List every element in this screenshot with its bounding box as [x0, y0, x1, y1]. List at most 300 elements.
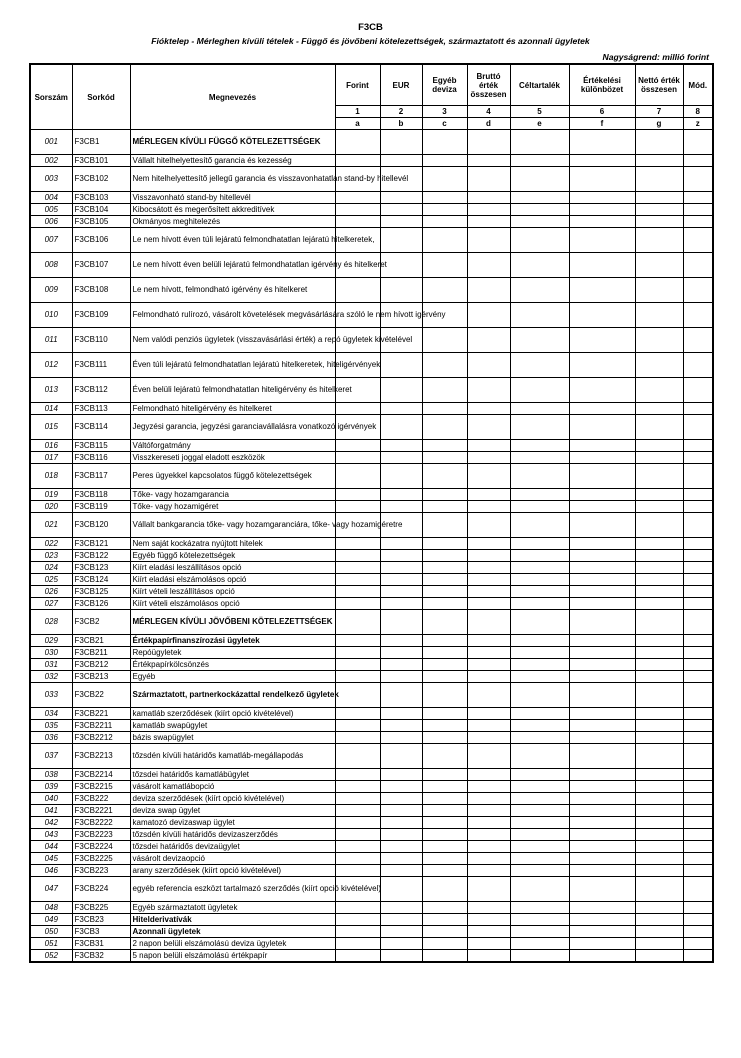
- value-cell[interactable]: [467, 586, 510, 598]
- value-cell[interactable]: [510, 769, 569, 781]
- value-cell[interactable]: [635, 829, 683, 841]
- value-cell[interactable]: [335, 865, 380, 877]
- value-cell[interactable]: [422, 769, 467, 781]
- value-cell[interactable]: [422, 464, 467, 489]
- value-cell[interactable]: [569, 793, 635, 805]
- value-cell[interactable]: [422, 440, 467, 452]
- value-cell[interactable]: [635, 732, 683, 744]
- value-cell[interactable]: [683, 902, 713, 914]
- value-cell[interactable]: [635, 769, 683, 781]
- value-cell[interactable]: [569, 167, 635, 192]
- value-cell[interactable]: [635, 817, 683, 829]
- value-cell[interactable]: [467, 501, 510, 513]
- value-cell[interactable]: [510, 216, 569, 228]
- value-cell[interactable]: [510, 489, 569, 501]
- value-cell[interactable]: [422, 278, 467, 303]
- value-cell[interactable]: [467, 732, 510, 744]
- value-cell[interactable]: [510, 586, 569, 598]
- value-cell[interactable]: [335, 732, 380, 744]
- value-cell[interactable]: [569, 378, 635, 403]
- value-cell[interactable]: [467, 708, 510, 720]
- value-cell[interactable]: [422, 130, 467, 155]
- value-cell[interactable]: [335, 769, 380, 781]
- value-cell[interactable]: [683, 732, 713, 744]
- value-cell[interactable]: [510, 659, 569, 671]
- value-cell[interactable]: [422, 805, 467, 817]
- value-cell[interactable]: [635, 865, 683, 877]
- value-cell[interactable]: [380, 155, 422, 167]
- value-cell[interactable]: [683, 440, 713, 452]
- value-cell[interactable]: [335, 902, 380, 914]
- value-cell[interactable]: [635, 781, 683, 793]
- value-cell[interactable]: [683, 204, 713, 216]
- value-cell[interactable]: [635, 562, 683, 574]
- value-cell[interactable]: [510, 415, 569, 440]
- value-cell[interactable]: [569, 817, 635, 829]
- value-cell[interactable]: [335, 130, 380, 155]
- value-cell[interactable]: [683, 513, 713, 538]
- value-cell[interactable]: [510, 865, 569, 877]
- value-cell[interactable]: [569, 278, 635, 303]
- value-cell[interactable]: [569, 253, 635, 278]
- value-cell[interactable]: [380, 769, 422, 781]
- value-cell[interactable]: [510, 328, 569, 353]
- value-cell[interactable]: [335, 671, 380, 683]
- value-cell[interactable]: [510, 598, 569, 610]
- value-cell[interactable]: [635, 415, 683, 440]
- value-cell[interactable]: [422, 586, 467, 598]
- value-cell[interactable]: [422, 538, 467, 550]
- value-cell[interactable]: [683, 829, 713, 841]
- value-cell[interactable]: [380, 403, 422, 415]
- value-cell[interactable]: [635, 938, 683, 950]
- value-cell[interactable]: [467, 378, 510, 403]
- value-cell[interactable]: [467, 513, 510, 538]
- value-cell[interactable]: [380, 353, 422, 378]
- value-cell[interactable]: [380, 192, 422, 204]
- value-cell[interactable]: [422, 253, 467, 278]
- value-cell[interactable]: [569, 155, 635, 167]
- value-cell[interactable]: [569, 683, 635, 708]
- value-cell[interactable]: [467, 167, 510, 192]
- value-cell[interactable]: [380, 489, 422, 501]
- value-cell[interactable]: [635, 659, 683, 671]
- value-cell[interactable]: [510, 464, 569, 489]
- value-cell[interactable]: [380, 805, 422, 817]
- value-cell[interactable]: [635, 926, 683, 938]
- value-cell[interactable]: [635, 278, 683, 303]
- value-cell[interactable]: [683, 926, 713, 938]
- value-cell[interactable]: [422, 216, 467, 228]
- value-cell[interactable]: [510, 538, 569, 550]
- value-cell[interactable]: [510, 805, 569, 817]
- value-cell[interactable]: [569, 130, 635, 155]
- value-cell[interactable]: [467, 538, 510, 550]
- value-cell[interactable]: [635, 647, 683, 659]
- value-cell[interactable]: [422, 926, 467, 938]
- value-cell[interactable]: [569, 464, 635, 489]
- value-cell[interactable]: [635, 671, 683, 683]
- value-cell[interactable]: [335, 155, 380, 167]
- value-cell[interactable]: [380, 574, 422, 586]
- value-cell[interactable]: [510, 938, 569, 950]
- value-cell[interactable]: [467, 403, 510, 415]
- value-cell[interactable]: [335, 853, 380, 865]
- value-cell[interactable]: [635, 513, 683, 538]
- value-cell[interactable]: [467, 853, 510, 865]
- value-cell[interactable]: [635, 378, 683, 403]
- value-cell[interactable]: [510, 829, 569, 841]
- value-cell[interactable]: [635, 303, 683, 328]
- value-cell[interactable]: [569, 353, 635, 378]
- value-cell[interactable]: [335, 204, 380, 216]
- value-cell[interactable]: [569, 829, 635, 841]
- value-cell[interactable]: [635, 452, 683, 464]
- value-cell[interactable]: [635, 550, 683, 562]
- value-cell[interactable]: [380, 744, 422, 769]
- value-cell[interactable]: [683, 574, 713, 586]
- value-cell[interactable]: [510, 793, 569, 805]
- value-cell[interactable]: [467, 829, 510, 841]
- value-cell[interactable]: [635, 440, 683, 452]
- value-cell[interactable]: [510, 720, 569, 732]
- value-cell[interactable]: [683, 877, 713, 902]
- value-cell[interactable]: [380, 610, 422, 635]
- value-cell[interactable]: [635, 744, 683, 769]
- value-cell[interactable]: [380, 841, 422, 853]
- value-cell[interactable]: [510, 744, 569, 769]
- value-cell[interactable]: [683, 586, 713, 598]
- value-cell[interactable]: [635, 610, 683, 635]
- value-cell[interactable]: [467, 353, 510, 378]
- value-cell[interactable]: [569, 635, 635, 647]
- value-cell[interactable]: [380, 562, 422, 574]
- value-cell[interactable]: [683, 452, 713, 464]
- value-cell[interactable]: [422, 950, 467, 963]
- value-cell[interactable]: [380, 671, 422, 683]
- value-cell[interactable]: [467, 598, 510, 610]
- value-cell[interactable]: [380, 452, 422, 464]
- value-cell[interactable]: [422, 610, 467, 635]
- value-cell[interactable]: [510, 550, 569, 562]
- value-cell[interactable]: [380, 902, 422, 914]
- value-cell[interactable]: [335, 683, 380, 708]
- value-cell[interactable]: [569, 204, 635, 216]
- value-cell[interactable]: [683, 720, 713, 732]
- value-cell[interactable]: [683, 671, 713, 683]
- value-cell[interactable]: [510, 853, 569, 865]
- value-cell[interactable]: [422, 562, 467, 574]
- value-cell[interactable]: [467, 452, 510, 464]
- value-cell[interactable]: [635, 793, 683, 805]
- value-cell[interactable]: [422, 708, 467, 720]
- value-cell[interactable]: [635, 228, 683, 253]
- value-cell[interactable]: [422, 720, 467, 732]
- value-cell[interactable]: [422, 378, 467, 403]
- value-cell[interactable]: [380, 501, 422, 513]
- value-cell[interactable]: [467, 440, 510, 452]
- value-cell[interactable]: [467, 192, 510, 204]
- value-cell[interactable]: [683, 914, 713, 926]
- value-cell[interactable]: [422, 659, 467, 671]
- value-cell[interactable]: [510, 635, 569, 647]
- value-cell[interactable]: [380, 130, 422, 155]
- value-cell[interactable]: [683, 353, 713, 378]
- value-cell[interactable]: [467, 841, 510, 853]
- value-cell[interactable]: [510, 440, 569, 452]
- value-cell[interactable]: [569, 647, 635, 659]
- value-cell[interactable]: [422, 501, 467, 513]
- value-cell[interactable]: [569, 610, 635, 635]
- value-cell[interactable]: [683, 464, 713, 489]
- value-cell[interactable]: [380, 635, 422, 647]
- value-cell[interactable]: [422, 902, 467, 914]
- value-cell[interactable]: [380, 278, 422, 303]
- value-cell[interactable]: [683, 708, 713, 720]
- value-cell[interactable]: [335, 781, 380, 793]
- value-cell[interactable]: [569, 841, 635, 853]
- value-cell[interactable]: [683, 793, 713, 805]
- value-cell[interactable]: [422, 683, 467, 708]
- value-cell[interactable]: [635, 683, 683, 708]
- value-cell[interactable]: [635, 635, 683, 647]
- value-cell[interactable]: [422, 167, 467, 192]
- value-cell[interactable]: [380, 550, 422, 562]
- value-cell[interactable]: [510, 708, 569, 720]
- value-cell[interactable]: [422, 671, 467, 683]
- value-cell[interactable]: [467, 744, 510, 769]
- value-cell[interactable]: [635, 501, 683, 513]
- value-cell[interactable]: [510, 378, 569, 403]
- value-cell[interactable]: [683, 562, 713, 574]
- value-cell[interactable]: [422, 853, 467, 865]
- value-cell[interactable]: [569, 671, 635, 683]
- value-cell[interactable]: [467, 253, 510, 278]
- value-cell[interactable]: [683, 415, 713, 440]
- value-cell[interactable]: [510, 877, 569, 902]
- value-cell[interactable]: [683, 253, 713, 278]
- value-cell[interactable]: [569, 489, 635, 501]
- value-cell[interactable]: [422, 452, 467, 464]
- value-cell[interactable]: [467, 204, 510, 216]
- value-cell[interactable]: [635, 914, 683, 926]
- value-cell[interactable]: [569, 805, 635, 817]
- value-cell[interactable]: [335, 829, 380, 841]
- value-cell[interactable]: [569, 902, 635, 914]
- value-cell[interactable]: [380, 781, 422, 793]
- value-cell[interactable]: [635, 489, 683, 501]
- value-cell[interactable]: [510, 204, 569, 216]
- value-cell[interactable]: [335, 216, 380, 228]
- value-cell[interactable]: [569, 926, 635, 938]
- value-cell[interactable]: [335, 914, 380, 926]
- value-cell[interactable]: [569, 732, 635, 744]
- value-cell[interactable]: [422, 865, 467, 877]
- value-cell[interactable]: [683, 130, 713, 155]
- value-cell[interactable]: [683, 550, 713, 562]
- value-cell[interactable]: [422, 914, 467, 926]
- value-cell[interactable]: [635, 598, 683, 610]
- value-cell[interactable]: [510, 278, 569, 303]
- value-cell[interactable]: [335, 538, 380, 550]
- value-cell[interactable]: [569, 440, 635, 452]
- value-cell[interactable]: [422, 155, 467, 167]
- value-cell[interactable]: [335, 708, 380, 720]
- value-cell[interactable]: [467, 489, 510, 501]
- value-cell[interactable]: [467, 610, 510, 635]
- value-cell[interactable]: [467, 769, 510, 781]
- value-cell[interactable]: [335, 720, 380, 732]
- value-cell[interactable]: [683, 155, 713, 167]
- value-cell[interactable]: [380, 586, 422, 598]
- value-cell[interactable]: [335, 659, 380, 671]
- value-cell[interactable]: [569, 574, 635, 586]
- value-cell[interactable]: [569, 781, 635, 793]
- value-cell[interactable]: [335, 501, 380, 513]
- value-cell[interactable]: [635, 192, 683, 204]
- value-cell[interactable]: [683, 228, 713, 253]
- value-cell[interactable]: [635, 841, 683, 853]
- value-cell[interactable]: [569, 708, 635, 720]
- value-cell[interactable]: [635, 216, 683, 228]
- value-cell[interactable]: [683, 659, 713, 671]
- value-cell[interactable]: [569, 598, 635, 610]
- value-cell[interactable]: [683, 744, 713, 769]
- value-cell[interactable]: [510, 817, 569, 829]
- value-cell[interactable]: [467, 216, 510, 228]
- value-cell[interactable]: [569, 403, 635, 415]
- value-cell[interactable]: [569, 769, 635, 781]
- value-cell[interactable]: [635, 574, 683, 586]
- value-cell[interactable]: [510, 902, 569, 914]
- value-cell[interactable]: [510, 926, 569, 938]
- value-cell[interactable]: [467, 817, 510, 829]
- value-cell[interactable]: [569, 452, 635, 464]
- value-cell[interactable]: [569, 586, 635, 598]
- value-cell[interactable]: [683, 635, 713, 647]
- value-cell[interactable]: [569, 914, 635, 926]
- value-cell[interactable]: [467, 130, 510, 155]
- value-cell[interactable]: [683, 489, 713, 501]
- value-cell[interactable]: [422, 228, 467, 253]
- value-cell[interactable]: [635, 253, 683, 278]
- value-cell[interactable]: [335, 635, 380, 647]
- value-cell[interactable]: [467, 938, 510, 950]
- value-cell[interactable]: [683, 328, 713, 353]
- value-cell[interactable]: [635, 877, 683, 902]
- value-cell[interactable]: [569, 744, 635, 769]
- value-cell[interactable]: [467, 562, 510, 574]
- value-cell[interactable]: [467, 683, 510, 708]
- value-cell[interactable]: [422, 635, 467, 647]
- value-cell[interactable]: [569, 228, 635, 253]
- value-cell[interactable]: [422, 513, 467, 538]
- value-cell[interactable]: [467, 550, 510, 562]
- value-cell[interactable]: [380, 216, 422, 228]
- value-cell[interactable]: [635, 328, 683, 353]
- value-cell[interactable]: [635, 167, 683, 192]
- value-cell[interactable]: [335, 562, 380, 574]
- value-cell[interactable]: [683, 817, 713, 829]
- value-cell[interactable]: [335, 574, 380, 586]
- value-cell[interactable]: [510, 167, 569, 192]
- value-cell[interactable]: [422, 574, 467, 586]
- value-cell[interactable]: [380, 914, 422, 926]
- value-cell[interactable]: [683, 781, 713, 793]
- value-cell[interactable]: [467, 793, 510, 805]
- value-cell[interactable]: [683, 216, 713, 228]
- value-cell[interactable]: [335, 841, 380, 853]
- value-cell[interactable]: [569, 328, 635, 353]
- value-cell[interactable]: [380, 538, 422, 550]
- value-cell[interactable]: [422, 817, 467, 829]
- value-cell[interactable]: [635, 708, 683, 720]
- value-cell[interactable]: [569, 513, 635, 538]
- value-cell[interactable]: [467, 328, 510, 353]
- value-cell[interactable]: [635, 403, 683, 415]
- value-cell[interactable]: [380, 708, 422, 720]
- value-cell[interactable]: [380, 647, 422, 659]
- value-cell[interactable]: [635, 853, 683, 865]
- value-cell[interactable]: [422, 489, 467, 501]
- value-cell[interactable]: [569, 853, 635, 865]
- value-cell[interactable]: [467, 926, 510, 938]
- value-cell[interactable]: [683, 647, 713, 659]
- value-cell[interactable]: [380, 598, 422, 610]
- value-cell[interactable]: [683, 501, 713, 513]
- value-cell[interactable]: [422, 415, 467, 440]
- value-cell[interactable]: [335, 440, 380, 452]
- value-cell[interactable]: [467, 228, 510, 253]
- value-cell[interactable]: [335, 926, 380, 938]
- value-cell[interactable]: [380, 204, 422, 216]
- value-cell[interactable]: [467, 647, 510, 659]
- value-cell[interactable]: [510, 841, 569, 853]
- value-cell[interactable]: [335, 817, 380, 829]
- value-cell[interactable]: [380, 865, 422, 877]
- value-cell[interactable]: [467, 278, 510, 303]
- value-cell[interactable]: [569, 938, 635, 950]
- value-cell[interactable]: [569, 720, 635, 732]
- value-cell[interactable]: [380, 720, 422, 732]
- value-cell[interactable]: [380, 732, 422, 744]
- value-cell[interactable]: [422, 647, 467, 659]
- value-cell[interactable]: [510, 610, 569, 635]
- value-cell[interactable]: [510, 253, 569, 278]
- value-cell[interactable]: [510, 155, 569, 167]
- value-cell[interactable]: [467, 574, 510, 586]
- value-cell[interactable]: [569, 550, 635, 562]
- value-cell[interactable]: [635, 155, 683, 167]
- value-cell[interactable]: [683, 938, 713, 950]
- value-cell[interactable]: [467, 415, 510, 440]
- value-cell[interactable]: [683, 303, 713, 328]
- value-cell[interactable]: [510, 130, 569, 155]
- value-cell[interactable]: [683, 865, 713, 877]
- value-cell[interactable]: [510, 403, 569, 415]
- value-cell[interactable]: [510, 452, 569, 464]
- value-cell[interactable]: [683, 167, 713, 192]
- value-cell[interactable]: [510, 228, 569, 253]
- value-cell[interactable]: [422, 732, 467, 744]
- value-cell[interactable]: [510, 647, 569, 659]
- value-cell[interactable]: [467, 781, 510, 793]
- value-cell[interactable]: [422, 938, 467, 950]
- value-cell[interactable]: [422, 192, 467, 204]
- value-cell[interactable]: [335, 586, 380, 598]
- value-cell[interactable]: [569, 501, 635, 513]
- value-cell[interactable]: [422, 328, 467, 353]
